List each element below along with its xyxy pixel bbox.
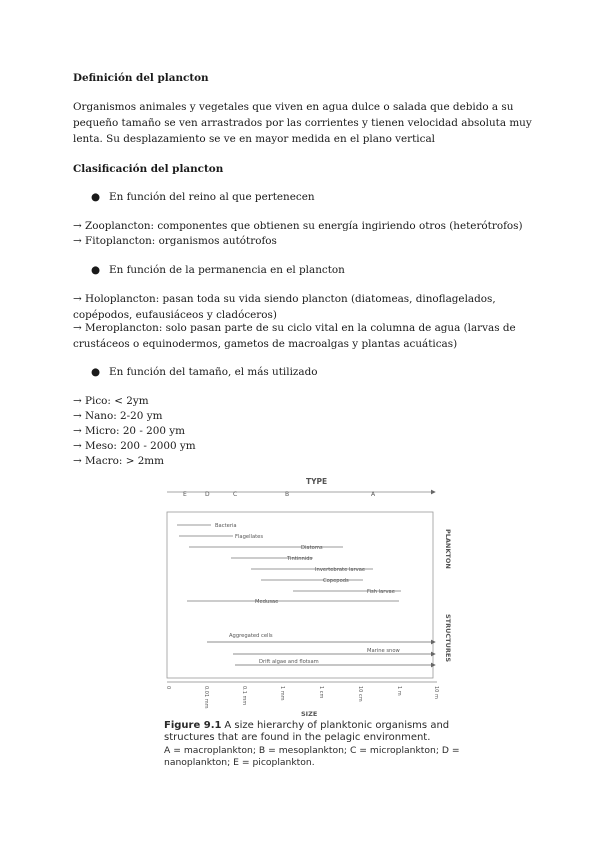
bullet-size-text: En función del tamaño, el más utilizado bbox=[109, 366, 318, 378]
bacteria-label: Bacteria bbox=[215, 523, 237, 529]
size-meso: → Meso: 200 - 2000 ym bbox=[73, 440, 196, 452]
bullet-kingdom-text: En función del reino al que pertenecen bbox=[109, 191, 315, 203]
figure-number: Figure 9.1 bbox=[164, 720, 222, 731]
tick-10cm: 10 cm bbox=[357, 686, 363, 702]
figure-size-hierarchy bbox=[163, 474, 460, 774]
size-axis-label: SIZE bbox=[301, 710, 318, 718]
tick-1m: 1 m bbox=[396, 686, 402, 696]
bullet-icon: ● bbox=[91, 366, 101, 378]
figure-legend: A = macroplankton; B = mesoplankton; C = microplankton; D = nanoplankton; E = picoplankton. bbox=[164, 744, 460, 769]
type-label: TYPE bbox=[306, 477, 328, 486]
plankton-side-label: PLANKTON bbox=[444, 529, 452, 569]
bullet-icon: ● bbox=[91, 191, 101, 203]
invertebrate-larvae-label: Invertebrate larvae bbox=[315, 567, 366, 573]
tick-0-1mm: 0.1 mm bbox=[241, 686, 247, 706]
bullet-permanence bbox=[91, 262, 345, 278]
tick-0: 0 bbox=[165, 686, 171, 690]
size-nano: → Nano: 2-20 ym bbox=[73, 410, 163, 422]
diatoms-label: Diatoms bbox=[301, 545, 323, 551]
bullet-size bbox=[91, 364, 317, 380]
tintinnids-label: Tintinnids bbox=[287, 556, 313, 562]
bullet-permanence-text: En función de la permanencia en el plancton bbox=[109, 264, 345, 276]
type-letter-c: C bbox=[233, 491, 238, 498]
copepods-label: Copepods bbox=[323, 578, 349, 584]
tick-1cm: 1 cm bbox=[318, 686, 324, 699]
bullet-icon: ● bbox=[91, 264, 101, 276]
holoplankton-line: → Holoplancton: pasan toda su vida siendo plancton (diatomeas, dinoflagelados, copépodos, eufausiáceos y cladóceros) bbox=[73, 293, 496, 321]
type-letter-b: B bbox=[285, 491, 290, 498]
organism-labels bbox=[215, 523, 395, 605]
tick-0-01mm: 0.01 mm bbox=[203, 686, 209, 709]
definition-paragraph: Organismos animales y vegetales que viven en agua dulce o salada que debido a su pequeño tamaño se ven arrastrados por las corrientes y tienen velocidad absoluta muy lenta. Su desplazamiento se ve en mayor medida en el plano vertical bbox=[73, 101, 532, 145]
structure-labels bbox=[229, 633, 401, 665]
figure-diagram bbox=[163, 474, 453, 720]
drift-algae-label: Drift algae and flotsam bbox=[259, 659, 319, 665]
figure-title: A size hierarchy of planktonic organisms and structures that are found in the pelagic environment. bbox=[164, 720, 450, 744]
classification-heading: Clasificación del plancton bbox=[73, 163, 224, 175]
size-pico: → Pico: < 2ym bbox=[73, 395, 149, 407]
aggregated-cells-label: Aggregated cells bbox=[229, 633, 273, 639]
meroplankton-line: → Meroplancton: solo pasan parte de su ciclo vital en la columna de agua (larvas de crustáceos o equinodermos, gametos de macroalgas y plantas acuáticas) bbox=[73, 322, 516, 350]
zooplankton-line: → Zooplancton: componentes que obtienen su energía ingiriendo otros (heterótrofos) bbox=[73, 220, 523, 232]
tick-1mm: 1 mm bbox=[279, 686, 285, 701]
size-ticks bbox=[165, 686, 439, 709]
structure-ranges bbox=[207, 642, 435, 665]
size-micro: → Micro: 20 - 200 ym bbox=[73, 425, 186, 437]
marine-snow-label: Marine snow bbox=[367, 648, 400, 654]
tick-10m: 10 m bbox=[433, 686, 439, 699]
phytoplankton-line: → Fitoplancton: organismos autótrofos bbox=[73, 235, 277, 247]
bullet-kingdom bbox=[91, 189, 315, 205]
structures-side-label: STRUCTURES bbox=[444, 614, 452, 663]
fish-larvae-label: Fish larvae bbox=[367, 589, 395, 595]
size-macro: → Macro: > 2mm bbox=[73, 455, 165, 467]
type-letter-a: A bbox=[371, 491, 376, 498]
flagellates-label: Flagellates bbox=[235, 534, 264, 540]
medusae-label: Medusae bbox=[255, 599, 279, 605]
type-letter-e: E bbox=[183, 491, 187, 498]
type-letter-d: D bbox=[205, 491, 210, 498]
figure-caption bbox=[164, 720, 464, 770]
definition-heading: Definición del plancton bbox=[73, 72, 209, 84]
